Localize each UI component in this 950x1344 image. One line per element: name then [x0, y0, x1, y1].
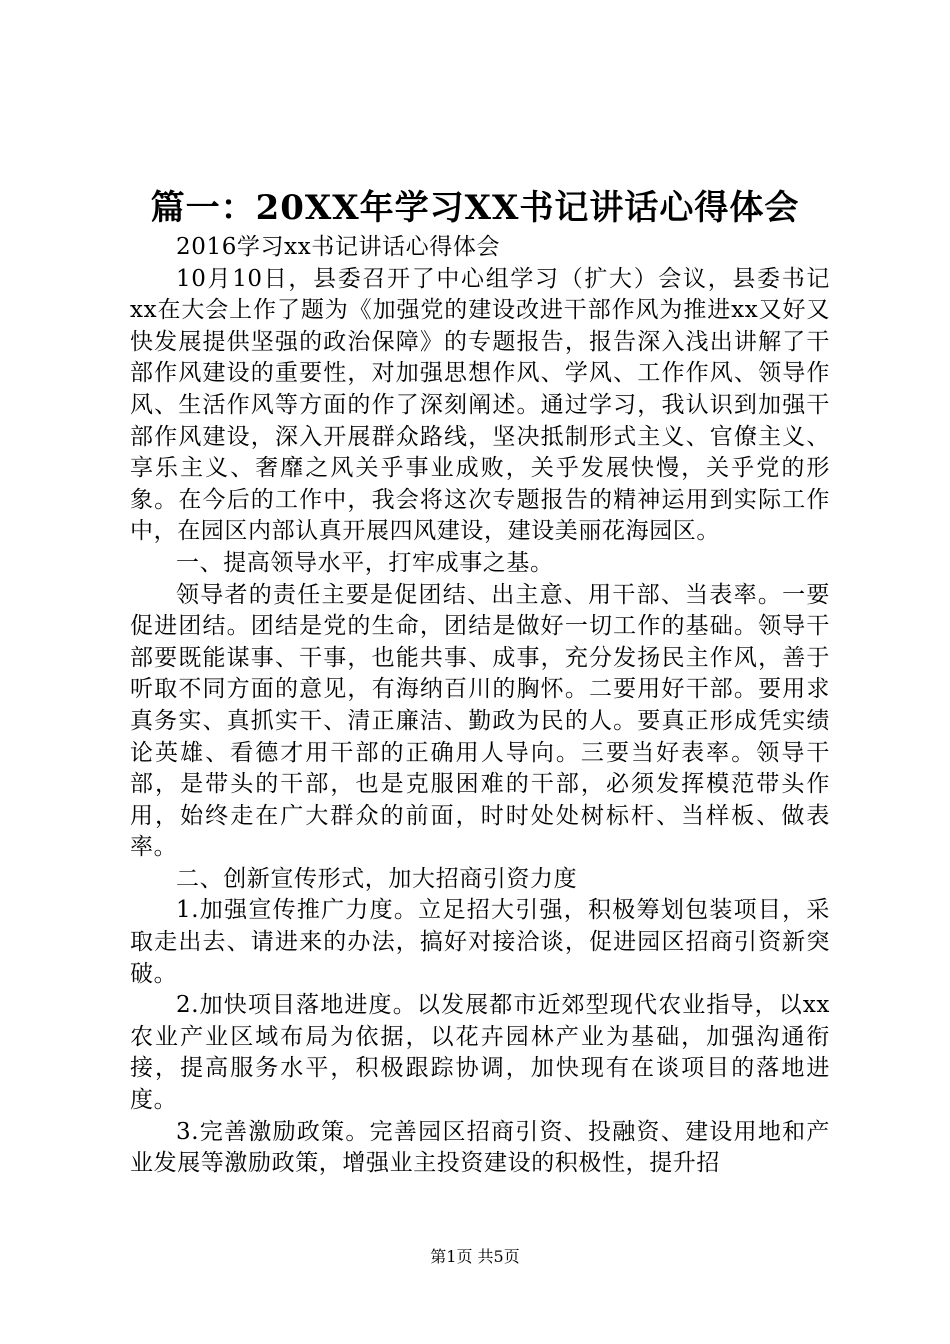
- section-heading-2: 二、创新宣传形式，加大招商引资力度: [176, 865, 578, 892]
- page-footer: 第1页 共5页: [430, 1247, 520, 1266]
- section-heading-1: 一、提高领导水平，打牢成事之基。: [176, 549, 554, 576]
- paragraph-subtitle: 2016学习xx书记讲话心得体会: [176, 234, 501, 260]
- document-title: 篇一：20XX年学习XX书记讲话心得体会: [150, 188, 800, 228]
- paragraph-item-2: 2.加快项目落地进度。以发展都市近郊型现代农业指导，以xx农业产业区域布局为依据，以花卉园林产业为基础，加强沟通衔接，提高服务水平，积极跟踪协调，加快现有在谈项目的落地进度。: [130, 992, 830, 1114]
- paragraph-leadership: 领导者的责任主要是促团结、出主意、用干部、当表率。一要促进团结。团结是党的生命，团结是做好一切工作的基础。领导干部要既能谋事、干事，也能共事、成事，充分发扬民主作风，善于听取不同方面的意见，有海纳百川的胸怀。二要用好干部。要用求真务实、真抓实干、清正廉洁、勤政为民的人。要真正形成凭实绩论英雄、看德才用干部的正确用人导向。三要当好表率。领导干部，是带头的干部，也是克服困难的干部，必须发挥模范带头作用，始终走在广大群众的前面，时时处处树标杆、当样板、做表率。: [130, 581, 830, 861]
- paragraph-intro: 10月10日，县委召开了中心组学习（扩大）会议，县委书记xx在大会上作了题为《加强党的建设改进干部作风为推进xx又好又快发展提供坚强的政治保障》的专题报告，报告深入浅出讲解了干部作风建设的重要性，对加强思想作风、学风、工作作风、领导作风、生活作风等方面的作了深刻阐述。通过学习，我认识到加强干部作风建设，深入开展群众路线，坚决抵制形式主义、官僚主义、享乐主义、奢靡之风关乎事业成败，关乎发展快慢，关乎党的形象。在今后的工作中，我会将这次专题报告的精神运用到实际工作中，在园区内部认真开展四风建设，建设美丽花海园区。: [130, 265, 830, 545]
- document-body: [130, 232, 830, 1180]
- paragraph-item-3: 3.完善激励政策。完善园区招商引资、投融资、建设用地和产业发展等激励政策，增强业主投资建设的积极性，提升招: [130, 1118, 830, 1177]
- paragraph-item-1: 1.加强宣传推广力度。立足招大引强，积极筹划包装项目，采取走出去、请进来的办法，搞好对接洽谈，促进园区招商引资新突破。: [130, 897, 830, 987]
